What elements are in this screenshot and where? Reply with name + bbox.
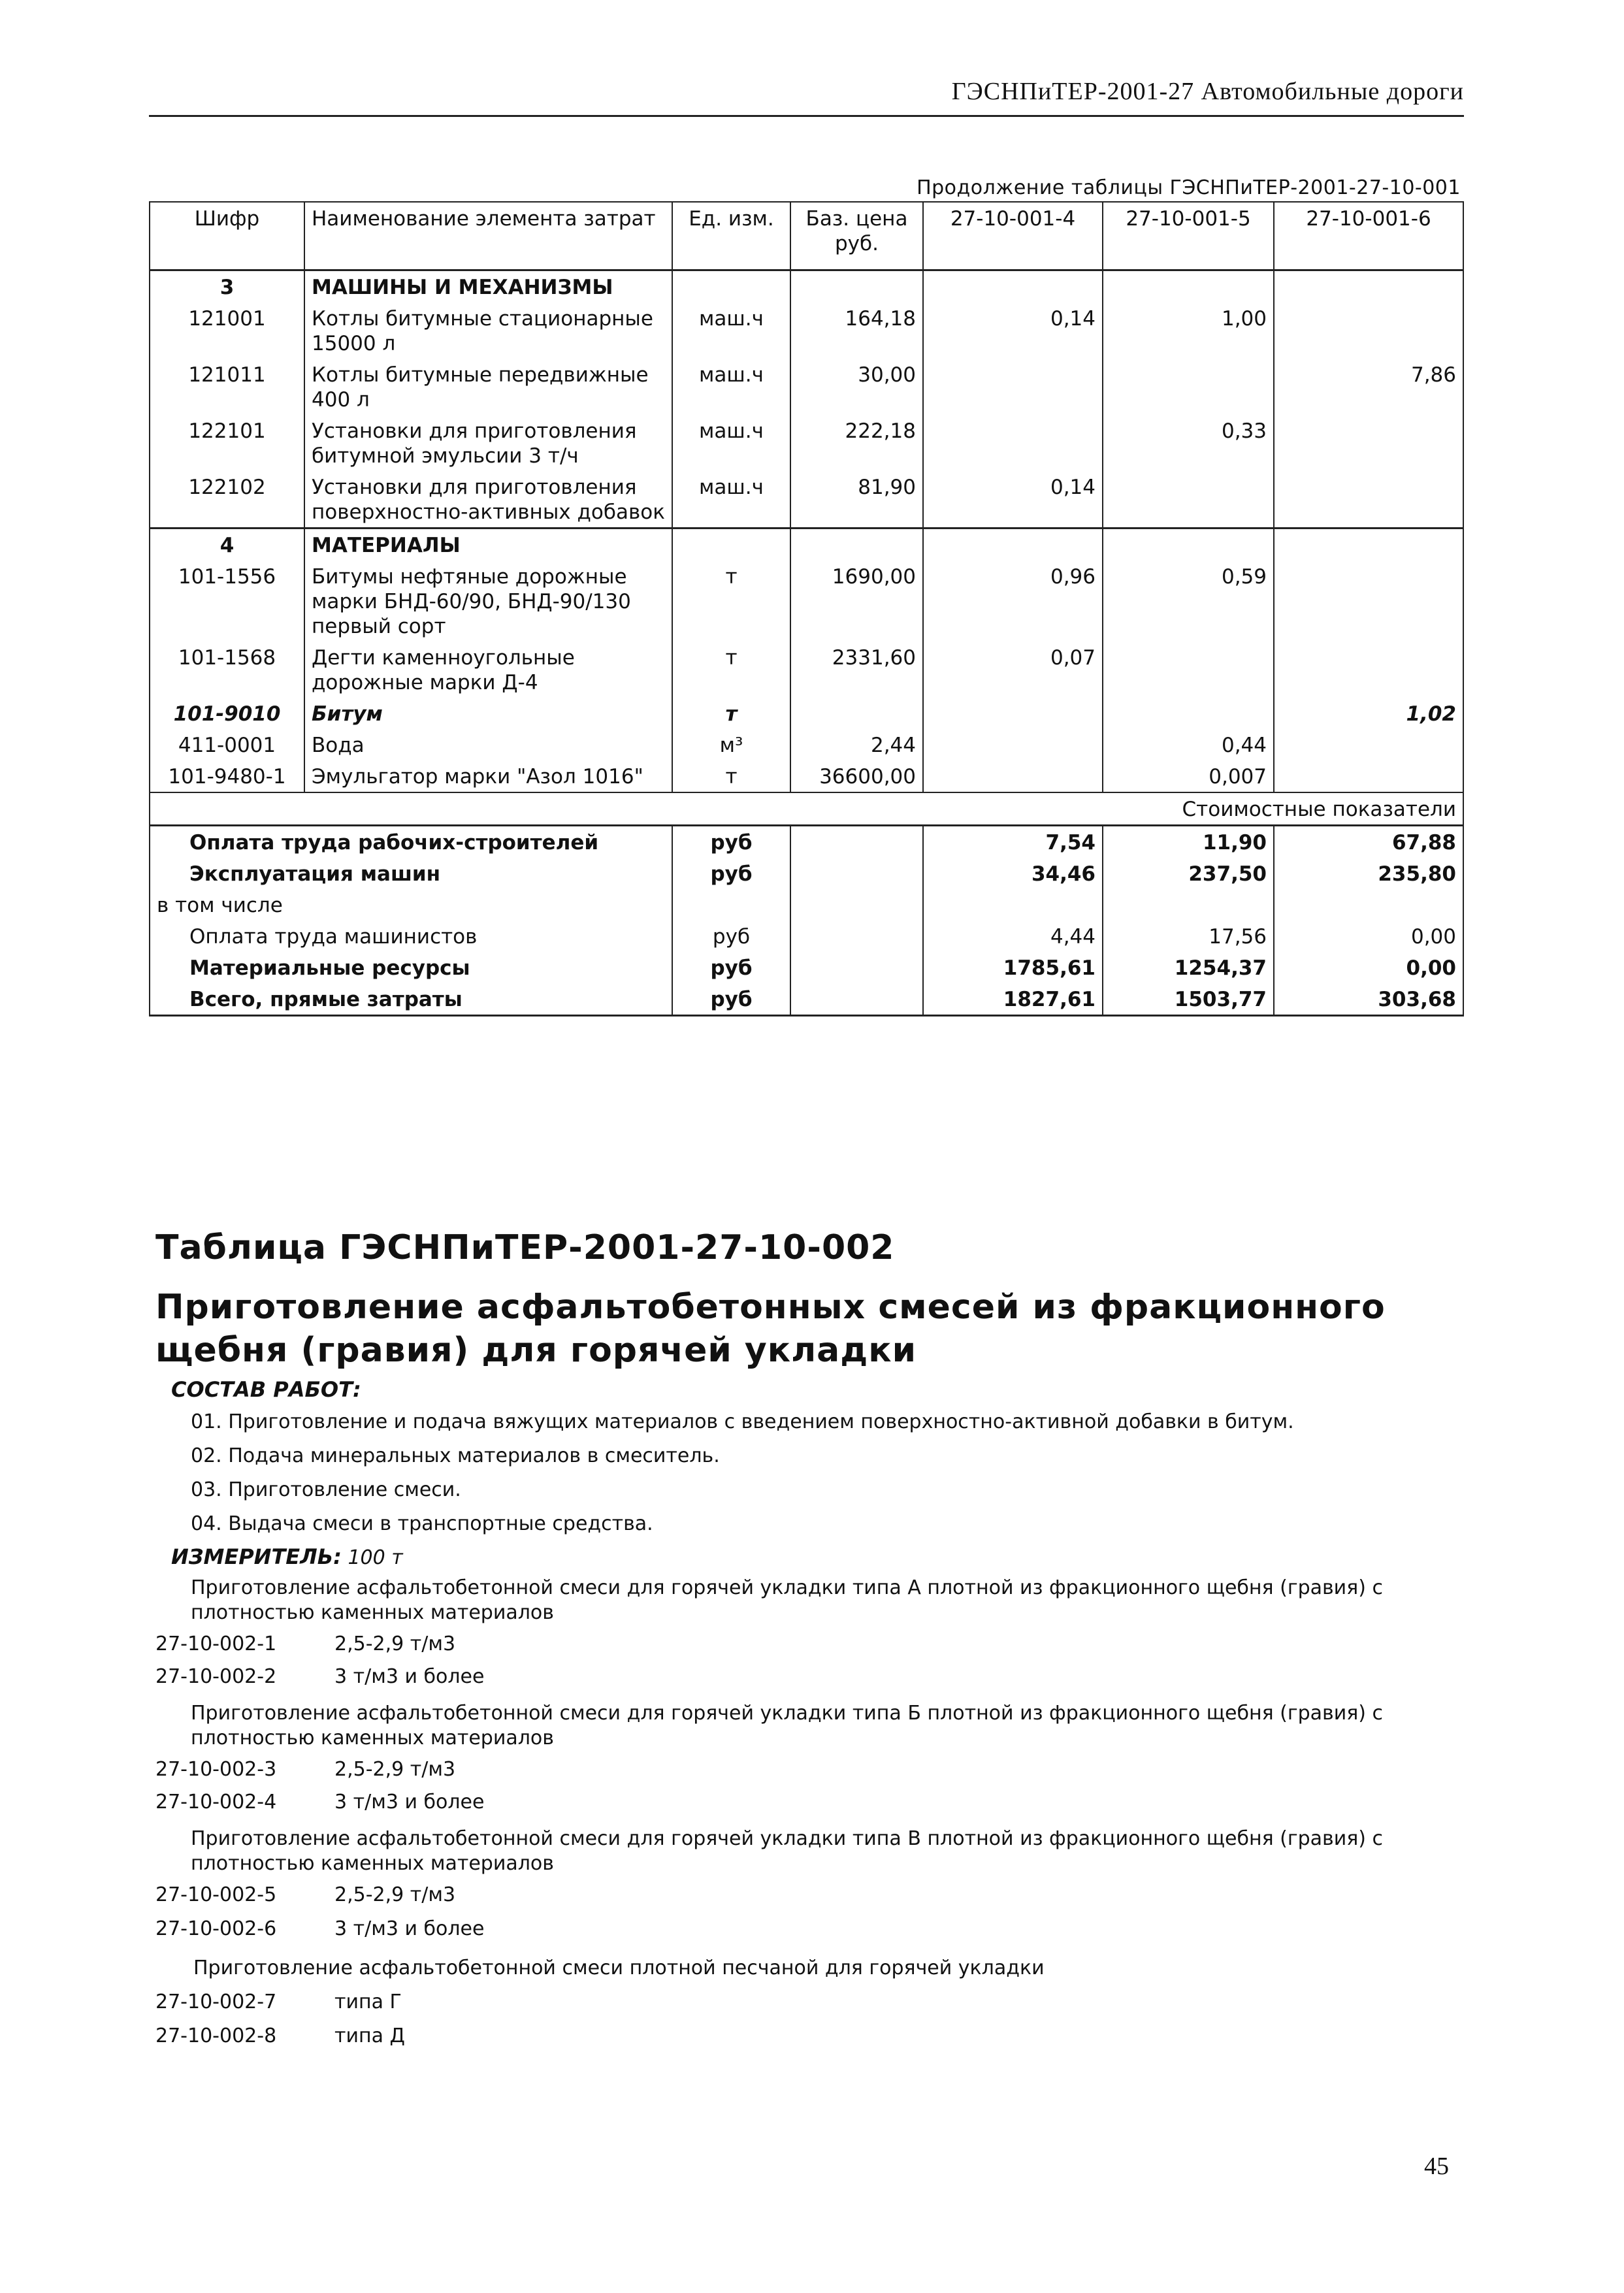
column-header: 27-10-001-5 bbox=[1103, 202, 1274, 270]
row-name: Дегти каменноугольные дорожные марки Д-4 bbox=[304, 642, 672, 698]
section-code: 4 bbox=[150, 529, 304, 561]
row-value-5 bbox=[1103, 698, 1274, 729]
totals-row bbox=[150, 952, 1463, 983]
row-value-4 bbox=[923, 698, 1103, 729]
row-name: Котлы битумные стационарные 15000 л bbox=[304, 302, 672, 359]
list-item bbox=[155, 1990, 1469, 2015]
totals-label: Оплата труда машинистов bbox=[150, 920, 672, 952]
item-code: 27-10-002-3 bbox=[155, 1758, 277, 1781]
item-text: 3 т/м3 и более bbox=[334, 1917, 485, 1940]
row-value-4: 0,14 bbox=[923, 471, 1103, 529]
row-price: 164,18 bbox=[790, 302, 923, 359]
row-unit: маш.ч bbox=[672, 359, 790, 415]
row-value-6: 1,02 bbox=[1274, 698, 1463, 729]
row-unit: маш.ч bbox=[672, 471, 790, 529]
totals-value-4: 7,54 bbox=[923, 826, 1103, 858]
totals-value-6: 235,80 bbox=[1274, 858, 1463, 889]
item-text: 2,5-2,9 т/м3 bbox=[334, 1758, 456, 1781]
totals-unit: руб bbox=[672, 920, 790, 952]
table-row bbox=[150, 415, 1463, 471]
totals-value-5: 237,50 bbox=[1103, 858, 1274, 889]
row-code: 122101 bbox=[150, 415, 304, 471]
row-value-6 bbox=[1274, 561, 1463, 642]
totals-value-5: 11,90 bbox=[1103, 826, 1274, 858]
list-item bbox=[155, 1665, 1469, 1689]
list-item bbox=[155, 1757, 1469, 1782]
group-description: Приготовление асфальтобетонной смеси для горячей укладки типа В плотной из фракционного щебня (гравия) с плотностью каменных материалов bbox=[191, 1827, 1384, 1875]
row-value-5: 0,59 bbox=[1103, 561, 1274, 642]
item-code: 27-10-002-8 bbox=[155, 2025, 277, 2047]
totals-value-5 bbox=[1103, 889, 1274, 920]
row-code: 101-1556 bbox=[150, 561, 304, 642]
item-text: 3 т/м3 и более bbox=[334, 1665, 485, 1688]
item-code: 27-10-002-5 bbox=[155, 1883, 277, 1906]
totals-label: в том числе bbox=[150, 889, 672, 920]
section-title: МАШИНЫ И МЕХАНИЗМЫ bbox=[304, 270, 672, 303]
item-code: 27-10-002-4 bbox=[155, 1791, 277, 1813]
next-table-title: Приготовление асфальтобетонных смесей из фракционного щебня (гравия) для горячей укладки bbox=[155, 1288, 1386, 1370]
totals-unit bbox=[672, 889, 790, 920]
row-price: 36600,00 bbox=[790, 760, 923, 792]
item-text: 2,5-2,9 т/м3 bbox=[334, 1883, 456, 1906]
row-unit: м³ bbox=[672, 729, 790, 760]
row-name: Эмульгатор марки "Азол 1016" bbox=[304, 760, 672, 792]
totals-value-6: 67,88 bbox=[1274, 826, 1463, 858]
row-code: 122102 bbox=[150, 471, 304, 529]
row-value-6 bbox=[1274, 642, 1463, 698]
row-name: Битум bbox=[304, 698, 672, 729]
row-code: 121011 bbox=[150, 359, 304, 415]
row-code: 101-9480-1 bbox=[150, 760, 304, 792]
work-label bbox=[171, 1377, 1484, 1403]
row-name: Битумы нефтяные дорожные марки БНД-60/90, БНД-90/130 первый сорт bbox=[304, 561, 672, 642]
row-unit: т bbox=[672, 642, 790, 698]
row-value-5: 0,007 bbox=[1103, 760, 1274, 792]
row-unit: т bbox=[672, 561, 790, 642]
item-code: 27-10-002-1 bbox=[155, 1633, 277, 1655]
column-header: Шифр bbox=[150, 202, 304, 270]
table-row bbox=[150, 561, 1463, 642]
row-value-5 bbox=[1103, 642, 1274, 698]
row-value-6: 7,86 bbox=[1274, 359, 1463, 415]
totals-label: Материальные ресурсы bbox=[150, 952, 672, 983]
column-header: 27-10-001-6 bbox=[1274, 202, 1463, 270]
totals-value-5: 1254,37 bbox=[1103, 952, 1274, 983]
table-row bbox=[150, 698, 1463, 729]
row-value-5: 1,00 bbox=[1103, 302, 1274, 359]
row-value-4: 0,14 bbox=[923, 302, 1103, 359]
section-row bbox=[150, 270, 1463, 303]
row-code: 411-0001 bbox=[150, 729, 304, 760]
totals-row bbox=[150, 889, 1463, 920]
totals-row bbox=[150, 858, 1463, 889]
row-value-4 bbox=[923, 760, 1103, 792]
row-name: Установки для приготовления битумной эмульсии 3 т/ч bbox=[304, 415, 672, 471]
row-value-4 bbox=[923, 729, 1103, 760]
row-price: 1690,00 bbox=[790, 561, 923, 642]
row-value-6 bbox=[1274, 760, 1463, 792]
column-header: Баз. цена руб. bbox=[790, 202, 923, 270]
row-value-6 bbox=[1274, 415, 1463, 471]
table-row bbox=[150, 471, 1463, 529]
totals-label: Всего, прямые затраты bbox=[150, 983, 672, 1016]
table-header-row bbox=[150, 202, 1463, 270]
table-row bbox=[150, 729, 1463, 760]
list-item bbox=[155, 1883, 1469, 1908]
row-price: 81,90 bbox=[790, 471, 923, 529]
row-code: 121001 bbox=[150, 302, 304, 359]
item-text: 2,5-2,9 т/м3 bbox=[334, 1633, 456, 1655]
list-item bbox=[155, 1917, 1469, 1942]
totals-value-6: 303,68 bbox=[1274, 983, 1463, 1016]
totals-row bbox=[150, 826, 1463, 858]
totals-value-6 bbox=[1274, 889, 1463, 920]
row-value-4: 0,96 bbox=[923, 561, 1103, 642]
totals-value-4: 4,44 bbox=[923, 920, 1103, 952]
running-title: ГЭСНПиТЕР-2001-27 Автомобильные дороги bbox=[951, 78, 1464, 105]
item-text: 3 т/м3 и более bbox=[334, 1791, 485, 1813]
totals-unit: руб bbox=[672, 858, 790, 889]
header-rule bbox=[149, 115, 1464, 117]
norms-table bbox=[149, 201, 1464, 1016]
totals-value-5: 1503,77 bbox=[1103, 983, 1274, 1016]
list-item bbox=[155, 1632, 1469, 1657]
row-value-4 bbox=[923, 359, 1103, 415]
row-price: 222,18 bbox=[790, 415, 923, 471]
totals-row bbox=[150, 983, 1463, 1016]
item-text: типа Д bbox=[334, 2025, 405, 2047]
totals-value-6: 0,00 bbox=[1274, 952, 1463, 983]
page-number: 45 bbox=[1424, 2153, 1449, 2180]
list-item bbox=[155, 2024, 1469, 2049]
column-header: Наименование элемента затрат bbox=[304, 202, 672, 270]
totals-value-4 bbox=[923, 889, 1103, 920]
row-value-5: 0,44 bbox=[1103, 729, 1274, 760]
row-value-4: 0,07 bbox=[923, 642, 1103, 698]
section-row bbox=[150, 529, 1463, 561]
cost-caption-row bbox=[150, 792, 1463, 826]
table-row bbox=[150, 642, 1463, 698]
group-description: Приготовление асфальтобетонной смеси плотной песчаной для горячей укладки bbox=[193, 1957, 1045, 1979]
meter-line bbox=[171, 1544, 1484, 1570]
item-code: 27-10-002-6 bbox=[155, 1917, 277, 1940]
totals-unit: руб bbox=[672, 826, 790, 858]
row-value-5 bbox=[1103, 471, 1274, 529]
totals-value-4: 1827,61 bbox=[923, 983, 1103, 1016]
column-header: Ед. изм. bbox=[672, 202, 790, 270]
work-label-text: СОСТАВ РАБОТ: bbox=[171, 1377, 361, 1402]
totals-value-4: 1785,61 bbox=[923, 952, 1103, 983]
table-row bbox=[150, 302, 1463, 359]
cost-caption: Стоимостные показатели bbox=[150, 792, 1463, 826]
totals-row bbox=[150, 920, 1463, 952]
row-price bbox=[790, 698, 923, 729]
table-row bbox=[150, 760, 1463, 792]
list-item bbox=[155, 1790, 1469, 1815]
next-table-heading: Таблица ГЭСНПиТЕР-2001-27-10-002 bbox=[155, 1228, 895, 1267]
row-unit: т bbox=[672, 760, 790, 792]
totals-value-5: 17,56 bbox=[1103, 920, 1274, 952]
work-item: 03. Приготовление смеси. bbox=[191, 1478, 461, 1501]
continuation-caption: Продолжение таблицы ГЭСНПиТЕР-2001-27-10-001 bbox=[917, 176, 1461, 199]
group-description: Приготовление асфальтобетонной смеси для горячей укладки типа Б плотной из фракционного щебня (гравия) с плотностью каменных материалов bbox=[191, 1702, 1384, 1749]
row-value-5 bbox=[1103, 359, 1274, 415]
totals-unit: руб bbox=[672, 952, 790, 983]
row-value-5: 0,33 bbox=[1103, 415, 1274, 471]
row-name: Котлы битумные передвижные 400 л bbox=[304, 359, 672, 415]
row-value-4 bbox=[923, 415, 1103, 471]
row-code: 101-1568 bbox=[150, 642, 304, 698]
totals-value-4: 34,46 bbox=[923, 858, 1103, 889]
section-code: 3 bbox=[150, 270, 304, 303]
meter-label: ИЗМЕРИТЕЛЬ: bbox=[171, 1544, 342, 1569]
totals-label: Эксплуатация машин bbox=[150, 858, 672, 889]
row-price: 2331,60 bbox=[790, 642, 923, 698]
row-unit: маш.ч bbox=[672, 302, 790, 359]
work-item: 02. Подача минеральных материалов в смеситель. bbox=[191, 1444, 720, 1467]
column-header: 27-10-001-4 bbox=[923, 202, 1103, 270]
row-code: 101-9010 bbox=[150, 698, 304, 729]
row-price: 30,00 bbox=[790, 359, 923, 415]
row-name: Вода bbox=[304, 729, 672, 760]
work-item: 04. Выдача смеси в транспортные средства. bbox=[191, 1512, 653, 1535]
work-item: 01. Приготовление и подача вяжущих материалов с введением поверхностно-активной добавки в битум. bbox=[191, 1410, 1294, 1433]
row-value-6 bbox=[1274, 729, 1463, 760]
group-description: Приготовление асфальтобетонной смеси для горячей укладки типа А плотной из фракционного щебня (гравия) с плотностью каменных материалов bbox=[191, 1576, 1383, 1624]
item-text: типа Г bbox=[334, 1991, 402, 2013]
row-unit: маш.ч bbox=[672, 415, 790, 471]
row-value-6 bbox=[1274, 302, 1463, 359]
meter-value: 100 т bbox=[348, 1546, 403, 1569]
section-title: МАТЕРИАЛЫ bbox=[304, 529, 672, 561]
totals-value-6: 0,00 bbox=[1274, 920, 1463, 952]
item-code: 27-10-002-2 bbox=[155, 1665, 277, 1688]
table-row bbox=[150, 359, 1463, 415]
row-price: 2,44 bbox=[790, 729, 923, 760]
item-code: 27-10-002-7 bbox=[155, 1991, 277, 2013]
totals-unit: руб bbox=[672, 983, 790, 1016]
row-name: Установки для приготовления поверхностно-активных добавок bbox=[304, 471, 672, 529]
row-unit: т bbox=[672, 698, 790, 729]
row-value-6 bbox=[1274, 471, 1463, 529]
totals-label: Оплата труда рабочих-строителей bbox=[150, 826, 672, 858]
